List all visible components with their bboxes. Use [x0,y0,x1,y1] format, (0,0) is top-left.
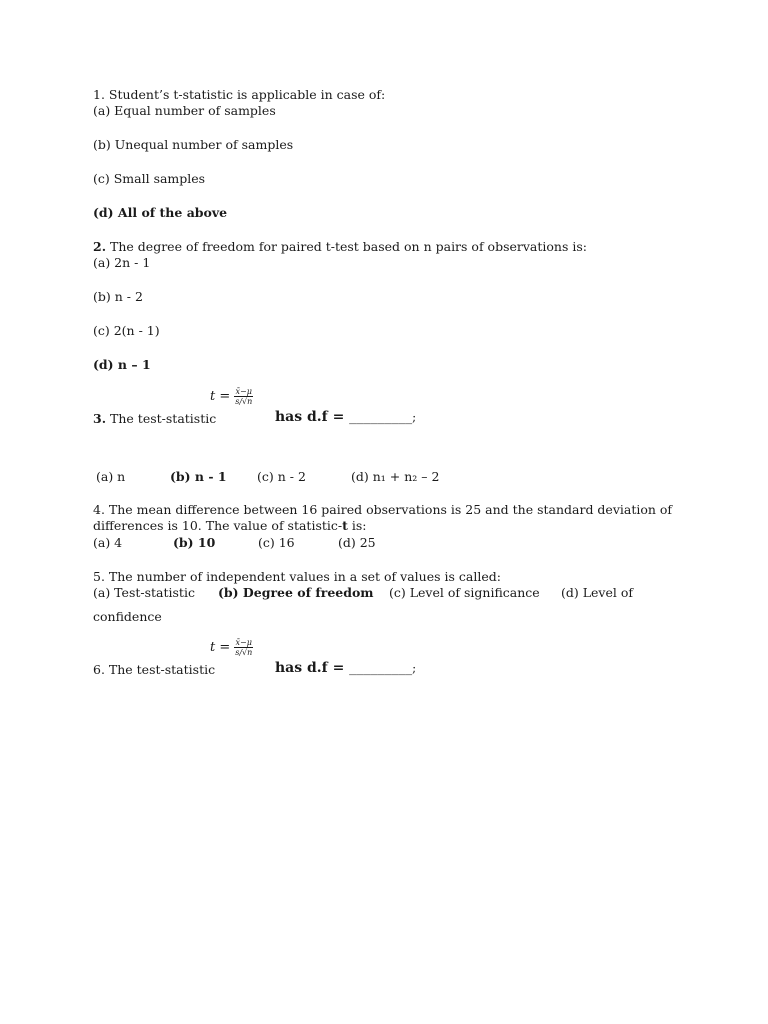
q6-formula-denominator: s/√n [235,648,253,657]
q3-formula-denominator: s/√n [235,397,253,406]
q4-option-b-answer: (b) 10 [173,535,216,550]
q3-semicolon: ; [412,410,417,424]
q5-option-c: (c) Level of significance [389,585,540,600]
q5-option-b-answer: (b) Degree of freedom [218,585,374,600]
q3-formula-fraction [234,387,253,406]
q2-option-d-answer: (d) n – 1 [93,357,151,372]
q6-has-df [275,660,416,676]
q4-stem-line1: 4. The mean difference between 16 paired observations is 25 and the standard deviation of [93,502,673,517]
q6-has-df-label: has d.f = [275,660,350,676]
q5-option-a: (a) Test-statistic [93,585,195,600]
q3-number: 3. [93,411,107,426]
q1-option-b: (b) Unequal number of samples [93,137,294,152]
q3-has-df [275,409,416,425]
q3-blank: _________ [349,409,413,425]
q1-option-d-answer: (d) All of the above [93,205,228,220]
q2-stem [93,239,587,255]
q3-formula-t: t = [210,389,231,404]
q6-stem: 6. The test-statistic [93,662,216,677]
q3-formula [210,387,253,406]
q3-stem-text: The test-statistic [106,411,217,426]
q2-stem-text: The degree of freedom for paired t-test based on n pairs of observations is: [106,239,587,254]
q6-formula-t: t = [210,640,231,655]
q2-option-c: (c) 2(n - 1) [93,323,160,338]
q4-option-a: (a) 4 [93,535,123,550]
q6-formula-fraction [234,638,253,657]
q4-option-c: (c) 16 [258,535,295,550]
q6-blank: _________ [349,660,413,676]
q3-option-b-answer: (b) n - 1 [170,469,227,484]
q2-option-a: (a) 2n - 1 [93,255,151,270]
q1-option-c: (c) Small samples [93,171,206,186]
q4-stem-line2 [93,518,367,534]
q4-stem-t: t [342,518,348,533]
q6-semicolon: ; [412,661,417,675]
q4-option-d: (d) 25 [338,535,376,550]
q1-option-a: (a) Equal number of samples [93,103,276,118]
q3-option-a: (a) n [96,469,126,484]
q3-option-d: (d) n₁ + n₂ – 2 [351,469,440,484]
q3-stem [93,411,216,427]
q4-stem-line2-end: is: [347,518,367,533]
q6-formula [210,638,253,657]
q5-stem: 5. The number of independent values in a set of values is called: [93,569,501,584]
q6-formula-numerator: x̄−μ [235,638,252,647]
q3-option-c: (c) n - 2 [257,469,306,484]
q1-stem: 1. Student’s t-statistic is applicable in case of: [93,87,386,102]
q2-option-b: (b) n - 2 [93,289,143,304]
q3-has-df-label: has d.f = [275,409,350,425]
q5-option-d-continued: confidence [93,609,162,624]
q5-option-d: (d) Level of [561,585,634,600]
q4-stem-line2-text: differences is 10. The value of statistic- [93,518,343,533]
q2-number: 2. [93,239,107,254]
q3-formula-numerator: x̄−μ [235,387,252,396]
